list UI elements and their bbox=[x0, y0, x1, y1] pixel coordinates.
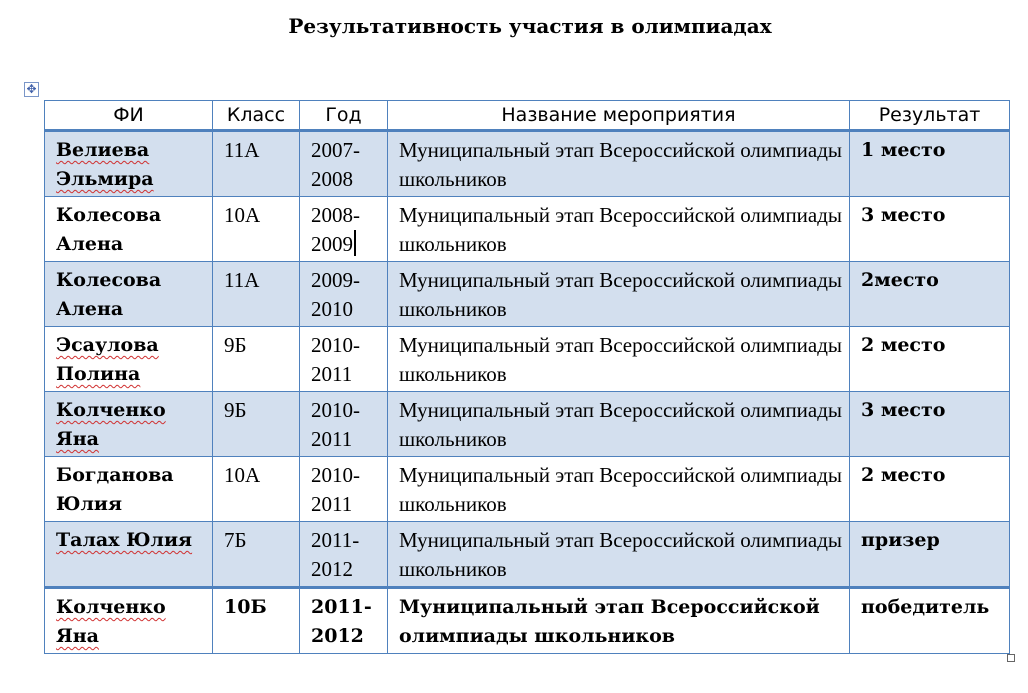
year-text: 2008-2009 bbox=[311, 203, 360, 256]
cell-year[interactable]: 2011-2012 bbox=[300, 522, 388, 588]
table-row bbox=[45, 197, 1010, 262]
cell-class[interactable]: 11А bbox=[213, 131, 300, 197]
cell-result[interactable]: 3 место bbox=[850, 392, 1010, 457]
header-year[interactable]: Год bbox=[300, 101, 388, 131]
table-resize-handle-icon[interactable] bbox=[1007, 654, 1015, 662]
cell-event[interactable]: Муниципальный этап Всероссийской олимпиады школьников bbox=[388, 522, 850, 588]
cell-name[interactable] bbox=[45, 131, 213, 197]
cell-event[interactable]: Муниципальный этап Всероссийской олимпиады школьников bbox=[388, 327, 850, 392]
cell-name[interactable] bbox=[45, 522, 213, 588]
table-row bbox=[45, 457, 1010, 522]
cell-event[interactable]: Муниципальный этап Всероссийской олимпиады школьников bbox=[388, 457, 850, 522]
cell-year[interactable]: 2007-2008 bbox=[300, 131, 388, 197]
name-text: Велиева Эльмира bbox=[56, 139, 154, 190]
cell-class[interactable]: 10Б bbox=[213, 588, 300, 654]
cell-name[interactable]: Богданова Юлия bbox=[45, 457, 213, 522]
cell-result[interactable]: 2 место bbox=[850, 457, 1010, 522]
document-title: Результативность участия в олимпиадах bbox=[288, 14, 772, 38]
name-text: Эсаулова Полина bbox=[56, 334, 159, 385]
table-move-handle-icon[interactable]: ✥ bbox=[24, 82, 39, 97]
cell-year[interactable]: 2009-2010 bbox=[300, 262, 388, 327]
cell-year[interactable]: 2010-2011 bbox=[300, 457, 388, 522]
cell-result[interactable]: призер bbox=[850, 522, 1010, 588]
name-text: Колченко Яна bbox=[56, 399, 166, 450]
cell-year[interactable]: 2010-2011 bbox=[300, 327, 388, 392]
header-result[interactable]: Результат bbox=[850, 101, 1010, 131]
cell-class[interactable]: 9Б bbox=[213, 327, 300, 392]
cell-result[interactable]: 1 место bbox=[850, 131, 1010, 197]
table-row bbox=[45, 392, 1010, 457]
cell-result[interactable]: 2место bbox=[850, 262, 1010, 327]
cell-event[interactable]: Муниципальный этап Всероссийской олимпиады школьников bbox=[388, 392, 850, 457]
cell-year[interactable] bbox=[300, 197, 388, 262]
table-row bbox=[45, 588, 1010, 654]
cell-year[interactable]: 2010-2011 bbox=[300, 392, 388, 457]
cell-class[interactable]: 7Б bbox=[213, 522, 300, 588]
cell-name[interactable] bbox=[45, 392, 213, 457]
cell-year[interactable]: 2011-2012 bbox=[300, 588, 388, 654]
olympiad-results-table bbox=[44, 100, 1010, 654]
cell-name[interactable]: Колесова Алена bbox=[45, 262, 213, 327]
header-event[interactable]: Название мероприятия bbox=[388, 101, 850, 131]
table-row bbox=[45, 131, 1010, 197]
cell-name[interactable] bbox=[45, 588, 213, 654]
name-text: Талах Юлия bbox=[56, 529, 193, 551]
cell-event[interactable]: Муниципальный этап Всероссийской олимпиады школьников bbox=[388, 131, 850, 197]
cell-class[interactable]: 10А bbox=[213, 457, 300, 522]
table-row bbox=[45, 522, 1010, 588]
table-row bbox=[45, 327, 1010, 392]
cell-name[interactable]: Колесова Алена bbox=[45, 197, 213, 262]
cell-result[interactable]: 3 место bbox=[850, 197, 1010, 262]
cell-class[interactable]: 11А bbox=[213, 262, 300, 327]
cell-name[interactable] bbox=[45, 327, 213, 392]
cell-result[interactable]: победитель bbox=[850, 588, 1010, 654]
cell-result[interactable]: 2 место bbox=[850, 327, 1010, 392]
cell-event[interactable]: Муниципальный этап Всероссийской олимпиады школьников bbox=[388, 197, 850, 262]
header-class[interactable]: Класс bbox=[213, 101, 300, 131]
header-name[interactable]: ФИ bbox=[45, 101, 213, 131]
table-header-row bbox=[45, 101, 1010, 131]
cell-class[interactable]: 9Б bbox=[213, 392, 300, 457]
table-row bbox=[45, 262, 1010, 327]
cell-class[interactable]: 10А bbox=[213, 197, 300, 262]
text-cursor bbox=[354, 230, 356, 256]
cell-event[interactable]: Муниципальный этап Всероссийской олимпиады школьников bbox=[388, 588, 850, 654]
name-text: Колченко Яна bbox=[56, 596, 166, 647]
cell-event[interactable]: Муниципальный этап Всероссийской олимпиады школьников bbox=[388, 262, 850, 327]
